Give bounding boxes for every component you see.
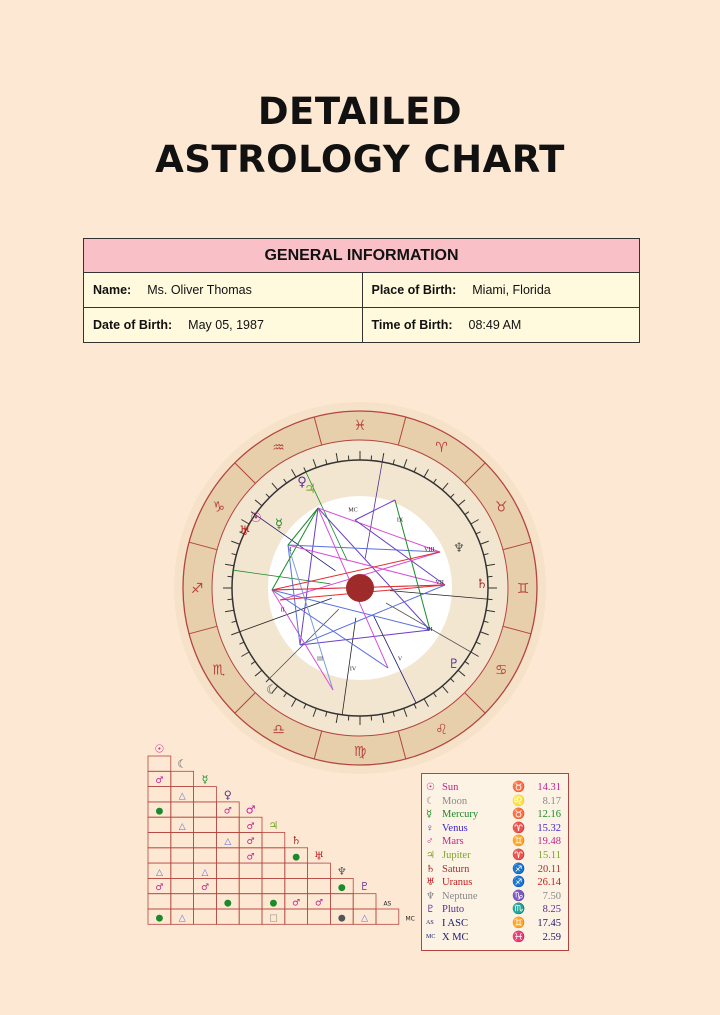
zodiac-sign-glyph: ♌ xyxy=(435,722,448,739)
planet-name: Saturn xyxy=(442,863,470,875)
time-of-birth-label: Time of Birth: xyxy=(371,318,453,332)
aspect-mark: △ xyxy=(361,913,369,924)
aspect-grid-cell xyxy=(285,909,308,924)
date-of-birth-label: Date of Birth: xyxy=(93,318,173,332)
aspect-grid-label: AS xyxy=(383,900,392,908)
name-value: Ms. Oliver Thomas xyxy=(147,283,252,297)
zodiac-sign: ♐ xyxy=(512,877,526,889)
planet-degree: 7.50 xyxy=(542,890,561,902)
planet-degree: 8.17 xyxy=(542,795,561,807)
planet-symbol: ☿ xyxy=(426,809,433,821)
aspect-grid-cell xyxy=(353,894,376,909)
time-of-birth-value: 08:49 AM xyxy=(468,318,522,332)
planet-degree: 17.45 xyxy=(537,918,561,929)
aspect-grid-cell xyxy=(308,863,331,878)
zodiac-sign: ♓ xyxy=(512,931,526,943)
aspect-grid-label: ☉ xyxy=(154,742,165,756)
aspect-grid-cell xyxy=(194,802,217,817)
place-of-birth-label: Place of Birth: xyxy=(371,283,457,297)
planet-table-row xyxy=(422,795,568,808)
aspect-mark: ♂ xyxy=(155,775,164,786)
aspect-grid-cell xyxy=(148,817,171,832)
aspect-grid-label: ☾ xyxy=(177,757,188,771)
aspect-grid-cell xyxy=(194,787,217,802)
aspect-grid-cell xyxy=(148,848,171,863)
title-line-1: DETAILED xyxy=(257,90,463,133)
zodiac-sign-glyph: ♐ xyxy=(190,581,204,597)
planet-degree: 20.11 xyxy=(537,863,561,875)
aspect-grid-cell xyxy=(194,817,217,832)
aspect-grid-cell xyxy=(216,817,239,832)
aspect-mark: ♂ xyxy=(200,883,210,894)
aspect-grid-cell xyxy=(239,909,262,924)
planet-symbol: ☾ xyxy=(426,795,435,807)
planet-name: Pluto xyxy=(442,904,465,916)
aspect-grid-cell xyxy=(239,878,262,893)
aspect-grid-label: ♇ xyxy=(359,880,370,894)
planet-degree: 12.16 xyxy=(537,809,561,821)
planet-symbol: ♆ xyxy=(426,890,435,902)
planet-symbol: ♅ xyxy=(426,877,435,889)
house-number: IX xyxy=(396,517,404,524)
aspect-grid-label: ♃ xyxy=(268,818,279,832)
planet-name: X MC xyxy=(442,931,469,943)
aspect-mark: △ xyxy=(155,867,163,878)
aspect-grid-label: ♄ xyxy=(291,834,302,848)
aspect-grid-cell xyxy=(216,848,239,863)
zodiac-sign-glyph: ♏ xyxy=(212,662,226,679)
planet-positions-table xyxy=(421,773,569,951)
zodiac-sign-glyph: ♒ xyxy=(272,439,285,456)
planet-table-row xyxy=(422,849,568,862)
planet-glyph: ♅ xyxy=(239,524,251,539)
house-number: II xyxy=(280,607,285,614)
aspect-grid-cell xyxy=(308,909,331,924)
house-number: VII xyxy=(435,580,444,587)
planet-glyph: ♇ xyxy=(448,657,460,672)
aspect-mark: ♂ xyxy=(246,821,255,832)
planet-degree: 15.11 xyxy=(537,850,561,861)
aspect-mark: ♂ xyxy=(246,837,255,848)
planet-degree: 8.25 xyxy=(542,904,561,916)
place-of-birth-value: Miami, Florida xyxy=(472,283,551,297)
zodiac-sign: ♌ xyxy=(512,795,526,807)
aspect-mark: △ xyxy=(178,913,186,924)
planet-symbol: ♇ xyxy=(426,904,435,916)
aspect-mark: ♂ xyxy=(155,883,164,894)
zodiac-sign: ♐ xyxy=(512,863,526,875)
planet-name: I ASC xyxy=(442,918,468,929)
zodiac-sign-glyph: ♈ xyxy=(435,439,448,456)
zodiac-sign-glyph: ♊ xyxy=(516,581,530,597)
aspect-grid-cell xyxy=(171,863,194,878)
zodiac-sign: ♉ xyxy=(512,809,526,821)
planet-symbol: ♃ xyxy=(426,850,435,861)
planet-table-row xyxy=(422,876,568,889)
aspect-grid-cell xyxy=(148,894,171,909)
planet-table-row xyxy=(422,863,568,876)
planet-symbol: MC xyxy=(426,933,436,940)
aspect-grid-cell xyxy=(148,787,171,802)
zodiac-sign: ♉ xyxy=(512,782,526,793)
planet-name: Mercury xyxy=(442,809,479,821)
planet-degree: 14.31 xyxy=(537,782,561,793)
aspect-grid-cell xyxy=(148,833,171,848)
aspect-grid-label: ♅ xyxy=(314,849,324,863)
aspect-grid-cell xyxy=(171,833,194,848)
house-number: V xyxy=(397,656,403,663)
aspect-grid-cell xyxy=(376,909,399,924)
house-number: MC xyxy=(348,507,358,514)
aspect-mark: ● xyxy=(223,898,232,909)
planet-name: Moon xyxy=(442,795,468,807)
planet-glyph: ♆ xyxy=(453,541,465,556)
aspect-mark: △ xyxy=(178,791,186,802)
aspect-mark: ● xyxy=(337,883,346,894)
planet-glyph: ☾ xyxy=(266,683,278,698)
aspect-grid-cell xyxy=(171,878,194,893)
aspect-grid-cell xyxy=(171,894,194,909)
planet-glyph: ♀ xyxy=(297,475,307,490)
planet-degree: 26.14 xyxy=(537,877,561,889)
zodiac-sign-glyph: ♑ xyxy=(212,499,226,516)
planet-glyph: ☉ xyxy=(250,511,262,526)
aspect-grid-cell xyxy=(239,894,262,909)
aspect-mark: ♂ xyxy=(292,898,301,909)
aspect-mark: △ xyxy=(178,821,186,832)
planet-table-row xyxy=(422,917,568,930)
aspect-grid-cell xyxy=(171,848,194,863)
zodiac-sign: ♊ xyxy=(512,836,526,848)
house-number: VIII xyxy=(424,547,435,553)
house-number: I xyxy=(289,547,292,553)
planet-symbol: ♄ xyxy=(426,863,435,875)
aspect-grid-cell xyxy=(194,909,217,924)
aspect-mark: ● xyxy=(155,913,164,924)
aspect-grid-label: ☿ xyxy=(201,772,209,786)
aspect-grid-cell xyxy=(262,863,285,878)
planet-symbol: AS xyxy=(426,920,434,926)
date-of-birth-value: May 05, 1987 xyxy=(188,318,264,332)
aspect-grid-cell xyxy=(330,894,353,909)
name-label: Name: xyxy=(93,283,132,297)
planet-table-row xyxy=(422,890,568,903)
zodiac-sign-glyph: ♓ xyxy=(353,418,367,434)
aspect-mark: □ xyxy=(269,913,278,924)
planet-table-row xyxy=(422,808,568,821)
planet-symbol: ☉ xyxy=(426,782,435,793)
planet-name: Neptune xyxy=(442,890,478,902)
aspect-grid-cell xyxy=(216,909,239,924)
aspect-mark: ● xyxy=(337,913,346,924)
planet-degree: 2.59 xyxy=(542,931,561,943)
planet-table-row xyxy=(422,931,568,944)
general-information-header: GENERAL INFORMATION xyxy=(84,239,639,273)
aspect-mark: ♂ xyxy=(246,852,255,863)
aspect-grid-cell xyxy=(239,863,262,878)
title-line-2: ASTROLOGY CHART xyxy=(155,138,565,181)
aspect-grid-label: ♆ xyxy=(336,864,347,878)
aspect-mark: ● xyxy=(155,806,164,817)
aspect-grid-cell xyxy=(285,878,308,893)
planet-name: Uranus xyxy=(442,877,473,889)
aspect-grid-cell xyxy=(194,848,217,863)
planet-degree: 15.32 xyxy=(537,822,561,834)
planet-name: Venus xyxy=(442,822,468,834)
planet-table-row xyxy=(422,781,568,794)
zodiac-sign: ♑ xyxy=(512,890,526,902)
aspect-mark: △ xyxy=(201,867,209,878)
planet-symbol: ♂ xyxy=(426,836,434,848)
house-number: III xyxy=(317,656,323,663)
planet-name: Sun xyxy=(442,782,459,793)
zodiac-sign-glyph: ♎ xyxy=(272,722,285,739)
aspect-grid-label: ♀ xyxy=(223,788,232,802)
planet-table-row xyxy=(422,903,568,916)
planet-degree: 19.48 xyxy=(537,836,561,848)
aspect-grid-label: ♂ xyxy=(245,803,256,817)
zodiac-sign-glyph: ♋ xyxy=(494,662,508,679)
zodiac-sign-glyph: ♍ xyxy=(353,744,367,760)
aspect-mark: ● xyxy=(269,898,278,909)
aspect-grid-cell xyxy=(148,756,171,771)
aspect-grid-cell xyxy=(171,771,194,786)
aspect-grid-cell xyxy=(262,848,285,863)
aspect-grid-cell xyxy=(194,894,217,909)
zodiac-sign-glyph: ♉ xyxy=(494,499,508,516)
aspect-mark: ♂ xyxy=(314,898,324,909)
planet-symbol: ♀ xyxy=(426,822,434,834)
aspect-grid-cell xyxy=(194,833,217,848)
house-number: VI xyxy=(426,627,433,633)
aspect-grid-cell xyxy=(216,878,239,893)
zodiac-sign: ♈ xyxy=(512,850,526,861)
zodiac-sign: ♏ xyxy=(512,904,526,916)
aspect-mark: ♂ xyxy=(223,806,232,817)
planet-glyph: ☿ xyxy=(275,517,283,532)
aspect-grid-cell xyxy=(262,833,285,848)
planet-name: Jupiter xyxy=(442,850,471,861)
aspect-mark: △ xyxy=(224,837,232,848)
house-number: IV xyxy=(349,666,357,673)
planet-glyph: ♄ xyxy=(476,577,488,592)
aspect-grid-label: MC xyxy=(405,915,415,923)
planet-table-row xyxy=(422,822,568,835)
aspect-grid-cell xyxy=(285,863,308,878)
aspect-grid-cell xyxy=(171,802,194,817)
planet-glyph: ♃ xyxy=(304,482,316,497)
planet-name: Mars xyxy=(442,836,464,848)
aspect-grid-cell xyxy=(216,863,239,878)
zodiac-sign: ♈ xyxy=(512,822,526,834)
planet-table-row xyxy=(422,835,568,848)
aspect-mark: ● xyxy=(292,852,301,863)
zodiac-sign: ♊ xyxy=(512,918,526,929)
aspect-grid-cell xyxy=(262,878,285,893)
aspect-grid-cell xyxy=(308,878,331,893)
